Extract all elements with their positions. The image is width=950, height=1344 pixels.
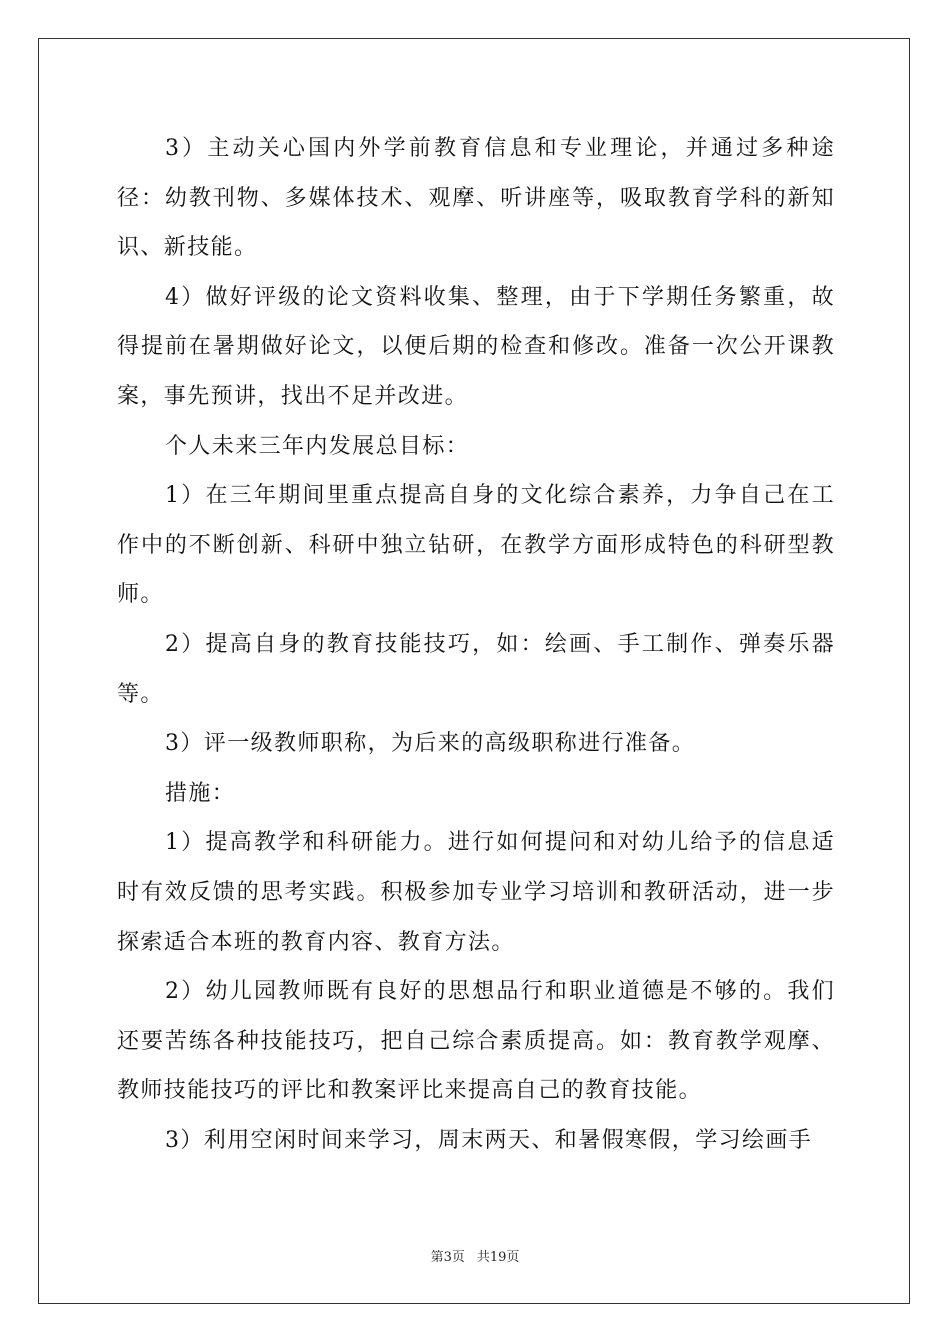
paragraph-goal-2: 2）提高自身的教育技能技巧，如：绘画、手工制作、弹奏乐器等。 xyxy=(117,631,835,707)
paragraph-measure-2: 2）幼儿园教师既有良好的思想品行和职业道德是不够的。我们还要苦练各种技能技巧，把自己综合素质提高。如：教育教学观摩、教师技能技巧的评比和教案评比来提高自己的教育技能。 xyxy=(117,979,835,1104)
page-total: 共19页 xyxy=(476,1250,520,1265)
paragraph-measure-3: 3）利用空闲时间来学习，周末两天、和暑假寒假，学习绘画手 xyxy=(165,1127,813,1153)
paragraph-goal-3: 3）评一级教师职称，为后来的高级职称进行准备。 xyxy=(165,731,696,757)
paragraph-measures-heading: 措施： xyxy=(165,780,236,806)
paragraph-goals-heading: 个人未来三年内发展总目标： xyxy=(165,433,470,459)
paragraph-thesis-prep: 4）做好评级的论文资料收集、整理，由于下学期任务繁重，故得提前在暑期做好论文，以便后期的检查和修改。准备一次公开课教案，事先预讲，找出不足并改进。 xyxy=(117,284,835,409)
document-body xyxy=(117,124,835,1165)
paragraph-goal-1: 1）在三年期间里重点提高自身的文化综合素养，力争自己在工作中的不断创新、科研中独立钻研，在教学方面形成特色的科研型教师。 xyxy=(117,483,835,608)
paragraph-info-study: 3）主动关心国内外学前教育信息和专业理论，并通过多种途径：幼教刊物、多媒体技术、观摩、听讲座等，吸取教育学科的新知识、新技能。 xyxy=(117,136,835,261)
page-number: 第3页 xyxy=(430,1250,465,1265)
page-footer xyxy=(0,1246,950,1265)
paragraph-measure-1: 1）提高教学和科研能力。进行如何提问和对幼儿给予的信息适时有效反馈的思考实践。积极参加专业学习培训和教研活动，进一步探索适合本班的教育内容、教育方法。 xyxy=(117,830,835,955)
